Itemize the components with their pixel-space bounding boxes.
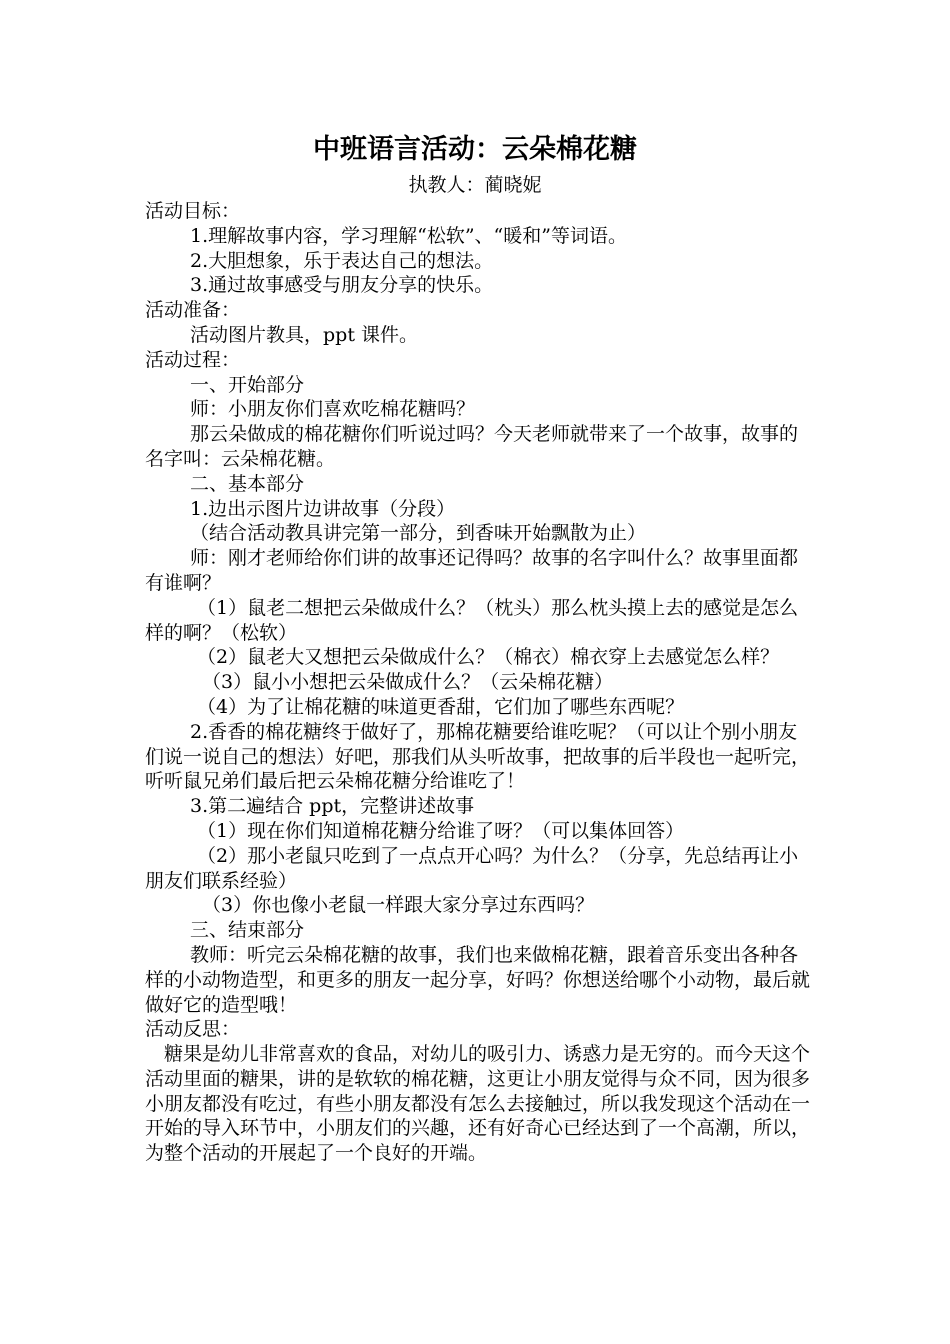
paragraph: （3）鼠小小想把云朵做成什么？（云朵棉花糖）: [202, 671, 614, 694]
reflection-heading: 活动反思：: [145, 1018, 241, 1041]
part2-heading: 二、基本部分: [190, 472, 305, 495]
goal-item: 2.大胆想象，乐于表达自己的想法。: [190, 249, 494, 272]
paragraph: （3）你也像小老鼠一样跟大家分享过东西吗？: [202, 894, 595, 917]
goals-heading: 活动目标：: [145, 200, 241, 222]
page-title: 中班语言活动：云朵棉花糖: [313, 134, 637, 165]
paragraph: 教师：听完云朵棉花糖的故事，我们也来做棉花糖，跟着音乐变出各种各样的小动物造型，和更多的朋友一起分享，好吗？你想送给哪个小动物，最后就做好它的造型哦！: [145, 943, 811, 1016]
paragraph: （2）那小老鼠只吃到了一点点开心吗？为什么？（分享，先总结再让小朋友们联系经验）: [145, 844, 799, 892]
paragraph: 师：小朋友你们喜欢吃棉花糖吗？: [190, 398, 476, 421]
paragraph: （4）为了让棉花糖的味道更香甜，它们加了哪些东西呢？: [197, 695, 685, 718]
reflection-text: 糖果是幼儿非常喜欢的食品，对幼儿的吸引力、诱惑力是无穷的。而今天这个活动里面的糖果，讲的是软软的棉花糖，这更让小朋友觉得与众不同，因为很多小朋友都没有吃过，有些小朋友都没有怎么去接触过，所以我发现这个活动在一开始的导入环节中，小朋友们的兴趣，还有好奇心已经达到了一个高潮，所以，为整个活动的开展起了一个良好的开端。: [145, 1043, 811, 1165]
goal-item: 3.通过故事感受与朋友分享的快乐。: [190, 274, 494, 297]
paragraph: （结合活动教具讲完第一部分，到香味开始飘散为止）: [190, 522, 647, 545]
goal-item: 1.理解故事内容，学习理解“松软”、“暖和”等词语。: [190, 224, 627, 247]
paragraph: 那云朵做成的棉花糖你们听说过吗？今天老师就带来了一个故事，故事的名字叫：云朵棉花糖。: [145, 423, 799, 470]
author-line: 执教人：蔺晓妮: [408, 174, 542, 196]
paragraph: 3.第二遍结合 ppt，完整讲述故事: [190, 795, 475, 818]
paragraph: （1）鼠老二想把云朵做成什么？（枕头）那么枕头摸上去的感觉是怎么样的啊？（松软）: [145, 596, 799, 644]
paragraph: 2.香香的棉花糖终于做好了，那棉花糖要给谁吃呢？（可以让个别小朋友们说一说自己的想法）好吧，那我们从头听故事，把故事的后半段也一起听完，听听鼠兄弟们最后把云朵棉花糖分给谁吃了！: [145, 720, 811, 793]
process-heading: 活动过程：: [145, 348, 241, 371]
paragraph: 师：刚才老师给你们讲的故事还记得吗？故事的名字叫什么？故事里面都有谁啊？: [145, 547, 799, 594]
paragraph: （1）现在你们知道棉花糖分给谁了呀？（可以集体回答）: [197, 819, 685, 842]
prep-heading: 活动准备：: [145, 299, 241, 322]
part3-heading: 三、结束部分: [190, 919, 305, 942]
paragraph: 1.边出示图片边讲故事（分段）: [190, 497, 456, 520]
prep-text: 活动图片教具，ppt 课件。: [190, 323, 419, 346]
paragraph: （2）鼠老大又想把云朵做成什么？（棉衣）棉衣穿上去感觉怎么样？: [197, 646, 780, 669]
document-body: [145, 199, 815, 1166]
part1-heading: 一、开始部分: [190, 373, 305, 396]
